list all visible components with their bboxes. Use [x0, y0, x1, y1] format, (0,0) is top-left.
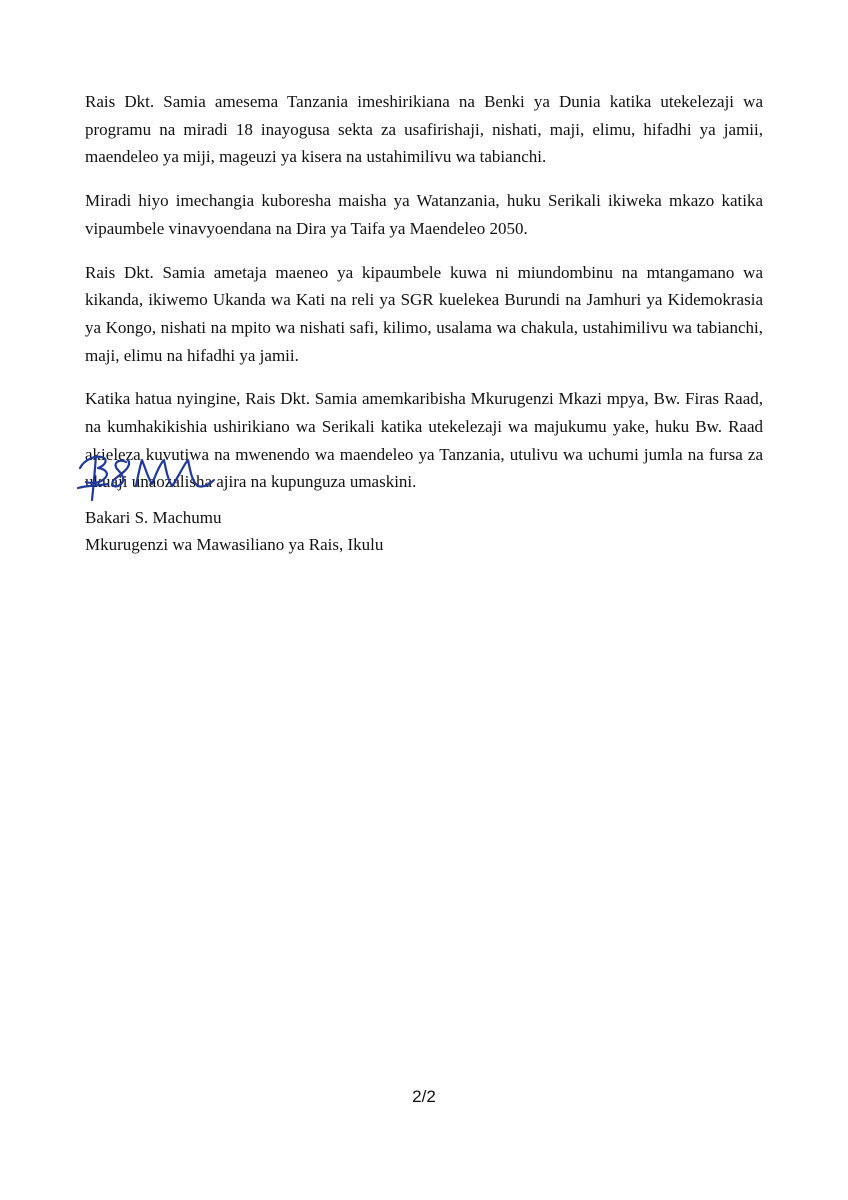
signature-block: [85, 504, 383, 558]
paragraph-2: Miradi hiyo imechangia kuboresha maisha ya Watanzania, huku Serikali ikiweka mkazo katika vipaumbele vinavyoendana na Dira ya Taifa ya Maendeleo 2050.: [85, 191, 763, 238]
signatory-title: Mkurugenzi wa Mawasiliano ya Rais, Ikulu: [85, 535, 384, 554]
paragraph-4: Katika hatua nyingine, Rais Dkt. Samia amemkaribisha Mkurugenzi Mkazi mpya, Bw. Firas Raad, na kumhakikishia ushirikiano wa Serikali katika utekelezaji wa majukumu yake, huku Bw. Raad akieleza kuvutiwa na mwenendo wa maendeleo ya Tanzania, utulivu wa uchumi jumla na fursa za ukuaji unaozalisha ajira na kupunguza umaskini.: [85, 389, 763, 492]
signatory-name: Bakari S. Machumu: [85, 508, 222, 527]
handwritten-signature: [74, 448, 224, 506]
page-number: 2/2: [412, 1087, 436, 1106]
paragraph-1: Rais Dkt. Samia amesema Tanzania imeshirikiana na Benki ya Dunia katika utekelezaji wa programu na miradi 18 inayogusa sekta za usafirishaji, nishati, maji, elimu, hifadhi ya jamii, maendeleo ya miji, mageuzi ya kisera na ustahimilivu wa tabianchi.: [85, 92, 763, 167]
paragraph-3: Rais Dkt. Samia ametaja maeneo ya kipaumbele kuwa ni miundombinu na mtangamano wa kikanda, ikiwemo Ukanda wa Kati na reli ya SGR kuelekea Burundi na Jamhuri ya Kidemokrasia ya Kongo, nishati na mpito wa nishati safi, kilimo, usalama wa chakula, ustahimilivu wa tabianchi, maji, elimu na hifadhi ya jamii.: [85, 262, 763, 365]
